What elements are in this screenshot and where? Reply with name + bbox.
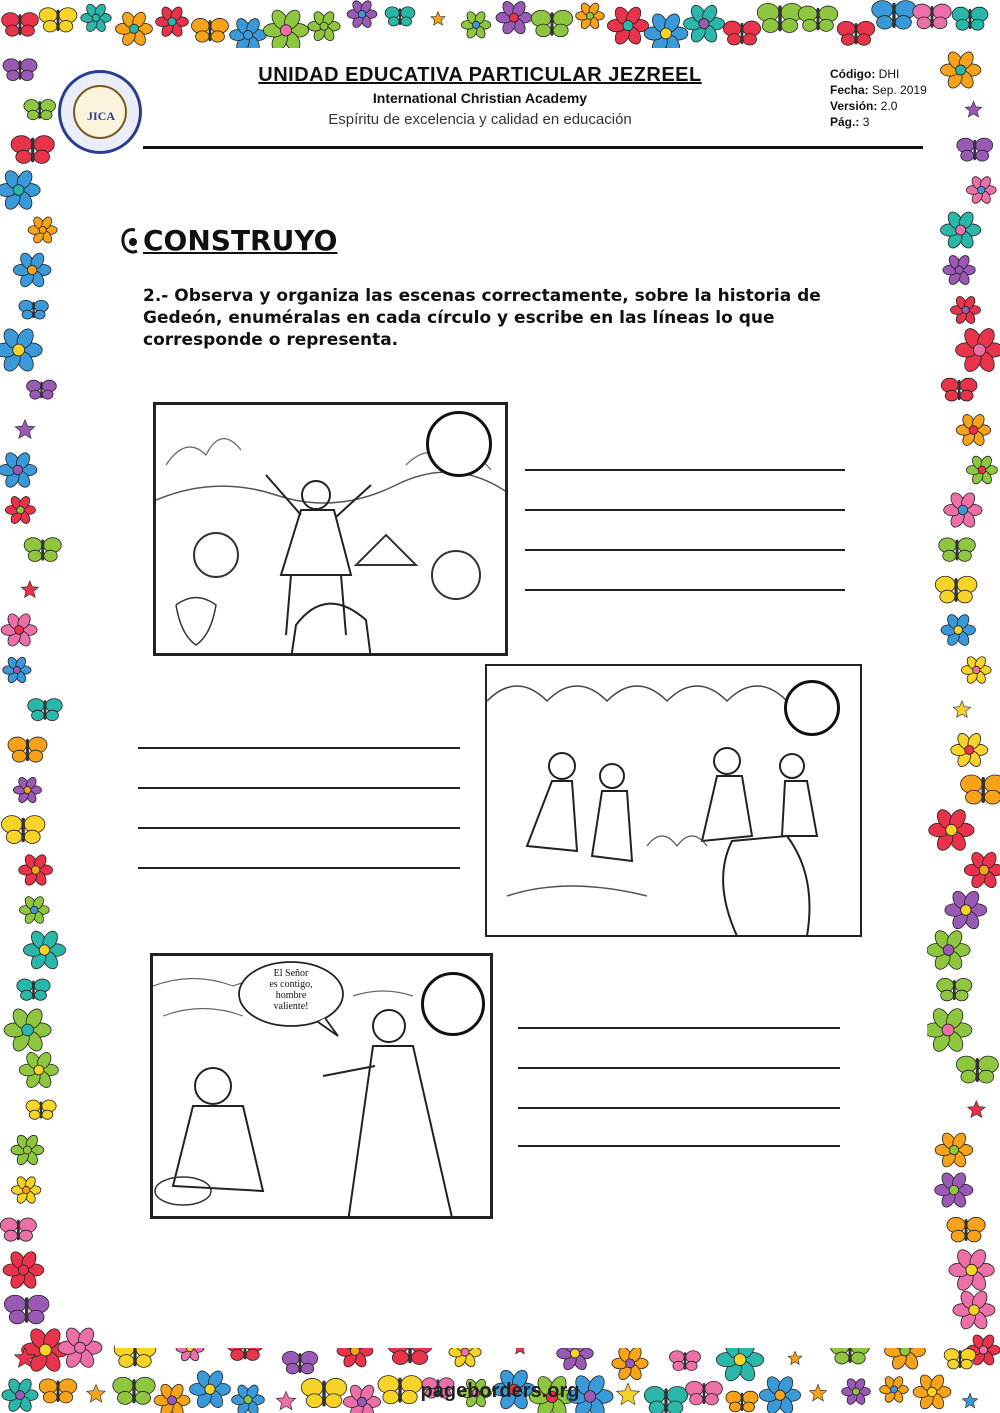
- border-butterfly: [0, 1218, 36, 1241]
- answer-line-3-2[interactable]: [518, 1067, 840, 1069]
- border-flower: [4, 1006, 51, 1054]
- border-butterfly: [8, 737, 47, 762]
- pencil-hand-icon: [119, 226, 141, 256]
- border-flower: [461, 10, 490, 40]
- border-butterfly: [798, 6, 837, 31]
- border-flower: [927, 928, 970, 972]
- school-logo: [58, 70, 142, 154]
- border-butterfly: [28, 699, 62, 721]
- border-flower: [19, 853, 53, 887]
- border-flower: [949, 1247, 994, 1293]
- border-star: [968, 1101, 986, 1118]
- border-flower: [576, 1, 605, 30]
- border-flower: [612, 1345, 648, 1382]
- border-butterfly: [282, 1351, 317, 1374]
- border-butterfly: [937, 978, 972, 1001]
- border-butterfly: [192, 18, 229, 42]
- border-butterfly: [26, 1100, 56, 1119]
- border-flower: [0, 450, 37, 489]
- border-flower: [3, 656, 31, 685]
- document-meta: [830, 66, 940, 130]
- border-flower: [0, 326, 42, 374]
- border-flower: [13, 776, 41, 805]
- fleeing-scene-image: [485, 664, 862, 937]
- border-butterfly: [961, 775, 1000, 804]
- border-flower: [935, 1131, 973, 1169]
- meta-date: Fecha: Sep. 2019: [830, 83, 927, 97]
- meta-code: Código: DHI: [830, 67, 900, 81]
- border-flower: [607, 5, 648, 47]
- border-butterfly: [913, 4, 951, 29]
- school-name: UNIDAD EDUCATIVA PARTICULAR JEZREEL: [258, 64, 702, 86]
- border-butterfly: [39, 8, 77, 32]
- border-butterfly: [4, 1295, 49, 1324]
- school-motto: Espíritu de excelencia y calidad en educación: [328, 111, 632, 128]
- order-circle-2[interactable]: [784, 680, 840, 736]
- border-flower: [11, 1133, 44, 1166]
- border-flower: [953, 1289, 995, 1332]
- border-star: [21, 581, 38, 598]
- answer-line-3-1[interactable]: [518, 1027, 840, 1029]
- border-butterfly: [1, 816, 45, 844]
- border-flower: [935, 1171, 973, 1210]
- border-butterfly: [24, 100, 56, 120]
- activity-instructions: 2.- Observa y organiza las escenas correctamente, sobre la historia de Gedeón, enuméralas en cada círculo y escribe en las líneas lo que corresponde o representa.: [143, 286, 821, 350]
- border-flower: [308, 10, 340, 43]
- border-star: [788, 1351, 802, 1364]
- border-flower: [967, 454, 998, 485]
- border-flower: [945, 889, 987, 932]
- border-flower: [263, 7, 308, 53]
- border-butterfly: [19, 300, 48, 319]
- border-flower: [0, 168, 40, 212]
- border-butterfly: [947, 1217, 985, 1242]
- battle-scene-image: [153, 402, 508, 656]
- answer-line-1-2[interactable]: [525, 509, 845, 511]
- border-butterfly: [2, 13, 39, 37]
- angel-scene-image: [150, 953, 493, 1219]
- logo-text: JICA: [86, 109, 115, 123]
- border-flower: [951, 295, 981, 325]
- border-butterfly: [837, 21, 875, 45]
- border-star: [953, 701, 970, 717]
- answer-line-2-1[interactable]: [138, 747, 460, 749]
- answer-line-1-1[interactable]: [525, 469, 845, 471]
- border-flower: [19, 895, 49, 925]
- meta-version: Versión: 2.0: [830, 99, 898, 113]
- answer-line-2-2[interactable]: [138, 787, 460, 789]
- border-star: [965, 101, 982, 117]
- border-butterfly: [11, 136, 54, 164]
- border-flower: [941, 210, 981, 251]
- answer-line-2-4[interactable]: [138, 867, 460, 869]
- border-flower: [944, 491, 982, 530]
- border-butterfly: [872, 1, 917, 30]
- border-flower: [13, 251, 51, 289]
- border-butterfly: [957, 138, 993, 161]
- border-flower: [961, 655, 991, 685]
- border-flower: [347, 0, 377, 29]
- border-flower: [23, 929, 65, 972]
- meta-page: Pág.: 3: [830, 115, 870, 129]
- border-butterfly: [17, 979, 50, 1000]
- border-flower: [966, 175, 996, 205]
- border-butterfly: [935, 576, 977, 603]
- border-flower: [941, 49, 981, 90]
- border-butterfly: [531, 10, 572, 37]
- border-flower: [683, 3, 724, 45]
- border-flower: [28, 215, 57, 244]
- answer-line-3-4[interactable]: [518, 1145, 840, 1147]
- border-star: [431, 12, 445, 26]
- border-flower: [5, 495, 35, 526]
- answer-line-3-3[interactable]: [518, 1107, 840, 1109]
- order-circle-3[interactable]: [421, 972, 485, 1036]
- border-butterfly: [24, 538, 61, 562]
- border-butterfly: [27, 380, 57, 399]
- border-flower: [956, 326, 1000, 375]
- answer-line-2-3[interactable]: [138, 827, 460, 829]
- border-butterfly: [952, 7, 988, 30]
- border-flower: [58, 1325, 102, 1370]
- order-circle-1[interactable]: [426, 411, 492, 477]
- answer-line-1-4[interactable]: [525, 589, 845, 591]
- border-flower: [951, 731, 988, 769]
- section-title: CONSTRUYO: [143, 224, 338, 257]
- header-divider: [143, 146, 923, 149]
- border-butterfly: [757, 3, 803, 32]
- border-flower: [3, 1249, 44, 1290]
- border-butterfly: [669, 1351, 700, 1371]
- border-flower: [1, 612, 37, 649]
- border-flower: [924, 1006, 972, 1054]
- footer-watermark: pageborders.org: [420, 1380, 580, 1402]
- border-flower: [943, 254, 975, 287]
- border-flower: [929, 807, 974, 853]
- border-flower: [11, 1175, 40, 1205]
- border-butterfly: [3, 59, 37, 81]
- border-flower: [496, 0, 532, 36]
- border-butterfly: [941, 378, 977, 401]
- border-butterfly: [944, 1349, 976, 1369]
- border-flower: [941, 613, 975, 648]
- border-flower: [956, 412, 991, 447]
- academy-name: International Christian Academy: [372, 90, 588, 106]
- answer-line-1-3[interactable]: [525, 549, 845, 551]
- border-flower: [116, 10, 153, 48]
- border-star: [15, 420, 35, 439]
- speech-bubble-text: El Señor es contigo, hombre valiente!: [269, 968, 313, 1012]
- border-butterfly: [956, 1056, 998, 1083]
- border-butterfly: [939, 538, 976, 561]
- border-flower: [964, 850, 1000, 890]
- border-butterfly: [723, 21, 760, 45]
- border-flower: [156, 5, 189, 38]
- border-flower: [19, 1050, 58, 1090]
- border-butterfly: [385, 7, 415, 26]
- border-flower: [81, 2, 111, 33]
